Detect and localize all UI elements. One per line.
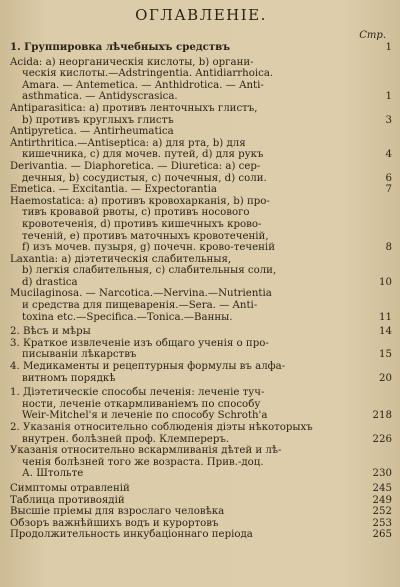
toc-entry (10, 529, 392, 541)
toc-entry-text (10, 387, 364, 422)
toc-entry (10, 506, 392, 518)
toc-entry-line: Указанія относительно вскармливанія дѣтей и лѣ- (10, 445, 282, 457)
toc-entry-page: 10 (379, 276, 392, 288)
toc-entry-page: 8 (385, 242, 392, 254)
toc-entry-line: 2. Вѣсъ и мѣры (10, 326, 91, 338)
toc-entry-line: Mucilaginosa. — Narcotica.—Nervina.—Nutrientia (10, 288, 272, 300)
toc-entry-line: b) противъ круглыхъ глистъ (22, 114, 174, 126)
toc-entry-line: кровотеченія, d) противъ кишечныхъ крово- (22, 218, 262, 230)
toc-entry (10, 288, 392, 323)
toc-entry-page: 3 (385, 114, 392, 126)
toc-entry-line: кишечника, c) для мочев. путей, d) для рукъ (22, 149, 264, 161)
page-title: ОГЛАВЛЕНІЕ. (135, 6, 267, 24)
toc-entry-text (10, 254, 364, 289)
toc-entry-page: 15 (379, 349, 392, 361)
page-column-label: Стр. (359, 30, 386, 41)
toc-entry-text (10, 138, 364, 161)
toc-entry-line: d) drastica (22, 276, 78, 288)
toc-entry-line: 3. Краткое извлеченіе изъ общаго ученія о про- (10, 337, 269, 349)
toc-entry-text (10, 196, 364, 254)
toc-entry-line: Высшіе пріемы для взрослаго человѣка (10, 506, 225, 518)
toc-entry-line: Acida: a) неорганическія кислоты, b) органи- (10, 56, 254, 68)
toc-entry (10, 387, 392, 422)
toc-entry-page: 230 (372, 468, 392, 480)
toc-entry-line: toxina etc.—Specifica.—Tonica.—Ванны. (22, 311, 233, 323)
toc-entry-line: Продолжительность инкубаціоннаго періода (10, 529, 253, 541)
toc-entry (10, 138, 392, 161)
toc-entry (10, 57, 392, 103)
toc-entry-line: b) легкія слабительныя, c) слабительныя соли, (22, 265, 277, 277)
toc-entry-line: тивъ кровавой рвоты, c) противъ носового (22, 207, 250, 219)
toc-entry (10, 483, 392, 495)
toc-entry-text (10, 518, 364, 530)
toc-entry-page: 253 (372, 517, 392, 529)
toc-entry-text (10, 288, 364, 323)
toc-entry-line: Таблица противоядій (10, 494, 125, 506)
toc-entry-line: теченій, e) противъ маточныхъ кровотеченій, (22, 230, 269, 242)
toc-entry-line: внутрен. болѣзней проф. Клемпереръ. (22, 433, 230, 445)
toc-entry-line: Обзоръ важнѣйшихъ водъ и курортовъ (10, 517, 219, 529)
toc-entry-line: 2. Указанія относительно соблюденія діэты нѣкоторыхъ (10, 422, 313, 433)
toc-entry-line: Симптомы отравленій (10, 482, 130, 494)
toc-entry-text (10, 326, 364, 338)
toc-entry (10, 126, 392, 138)
toc-entry (10, 184, 392, 196)
toc-entry-page: 245 (372, 482, 392, 494)
toc-entry (10, 103, 392, 126)
toc-entry-line: дечныя, b) сосудистыя, c) почечныя, d) соли. (22, 172, 267, 184)
toc-entry-text (10, 161, 364, 184)
toc-entry-line: Emetica. — Excitantia. — Expectorantia (10, 184, 217, 196)
toc-entry-text (10, 42, 364, 54)
toc-entry (10, 254, 392, 289)
toc-entry-line: А. Штольте (22, 468, 84, 480)
toc-entry (10, 196, 392, 254)
toc-entry-line: ности, леченіе откармливаніемъ по способу (22, 398, 261, 410)
toc-entry-line: ченія болѣзней того же возраста. Прив.-доц. (22, 456, 264, 468)
toc-entry-page: 4 (385, 149, 392, 161)
toc-entry (10, 338, 392, 361)
toc-entry-text (10, 422, 364, 445)
toc-entry-line: писываніи лѣкарствъ (22, 349, 137, 361)
toc-entry-text (10, 338, 364, 361)
toc-entry-page: 11 (379, 311, 392, 323)
toc-entry-page: 218 (372, 410, 392, 422)
toc-entry (10, 445, 392, 480)
toc-entry-line: 4. Медикаменты и рецептурныя формулы въ алфа- (10, 361, 286, 373)
toc-entry (10, 326, 392, 338)
toc-entry-text (10, 57, 364, 103)
toc-entry-line: asthmatica. — Antidyscrasica. (22, 91, 178, 103)
toc-entry-text (10, 103, 364, 126)
toc-entry-page: 1 (385, 42, 392, 53)
toc-entry (10, 518, 392, 530)
toc-entry-text (10, 506, 364, 518)
toc-entry-page: 1 (385, 91, 392, 103)
toc-entry-text (10, 184, 364, 196)
toc-entry-text (10, 445, 364, 480)
toc-entry-page: 226 (372, 433, 392, 445)
toc-entry-line: витномъ порядкѣ (22, 372, 116, 384)
toc-entry-page: 7 (385, 184, 392, 196)
toc-entry-line: 1. Діэтетическіе способы леченія: леченіе туч- (10, 387, 265, 399)
toc-entry-line: Antirthritica.—Antiseptica: a) для рта, b) для (10, 137, 246, 149)
toc-entry-line: 1. Группировка лѣчебныхъ средствъ (10, 41, 231, 53)
toc-entry-line: f) изъ мочев. пузыря, g) почечн. крово-теченій (22, 242, 275, 254)
toc-entry-page: 20 (379, 372, 392, 384)
toc-entry-line: Antipyretica. — Antirheumatica (10, 126, 174, 138)
toc-entry-line: и средства для пищеваренія.—Sera. — Anti- (22, 300, 258, 312)
toc-entry-text (10, 361, 364, 384)
toc-entry-page: 6 (385, 172, 392, 184)
toc-entry-line: Laxantia: a) діэтетическія слабительныя, (10, 253, 232, 265)
toc-entry (10, 422, 392, 445)
toc-entry-page: 252 (372, 506, 392, 518)
toc-entry (10, 495, 392, 507)
toc-entry-text (10, 126, 364, 138)
toc-entry-page: 14 (379, 326, 392, 338)
toc-entry-page: 265 (372, 529, 392, 541)
toc-entry-line: Haemostatica: a) противъ кровохарканія, b) про- (10, 195, 270, 207)
toc-entry-line: Derivantia. — Diaphoretica. — Diuretica: a) cер- (10, 160, 261, 172)
toc-entry-line: Weir-Mitchel'я и леченіе по способу Schroth'а (22, 410, 268, 422)
toc-entry-page: 249 (372, 494, 392, 506)
toc-entry-line: ческія кислоты.—Adstringentia. Antidiarrhoica. (22, 68, 274, 80)
toc-entry-text (10, 483, 364, 495)
toc-entry-text (10, 495, 364, 507)
toc-entry (10, 361, 392, 384)
toc-entry (10, 42, 392, 54)
toc-entry (10, 161, 392, 184)
toc-entry-text (10, 529, 364, 541)
table-of-contents (10, 42, 392, 541)
toc-entry-line: Amara. — Antemetica. — Anthidrotica. — Anti- (22, 79, 264, 91)
toc-entry-line: Antiparasitica: a) противъ ленточныхъ глистъ, (10, 102, 258, 114)
